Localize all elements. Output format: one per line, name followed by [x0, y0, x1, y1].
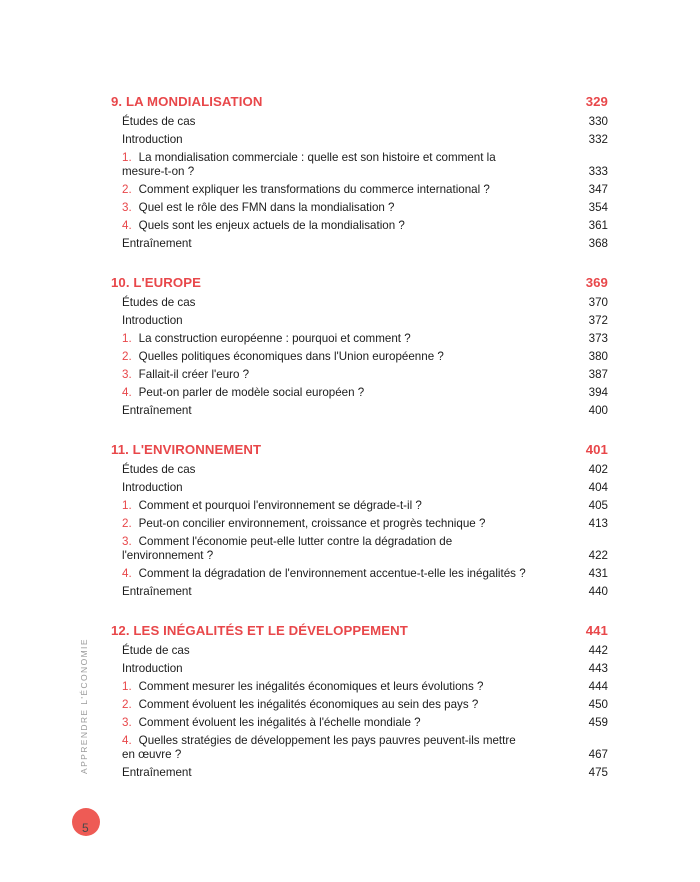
entry-number: 2. — [122, 517, 132, 530]
entry-text: Introduction — [122, 662, 183, 675]
entry-number: 1. — [122, 680, 132, 693]
entry-page: 404 — [588, 481, 608, 494]
page-number: 5 — [82, 821, 89, 835]
entry-text: Peut-on parler de modèle social européen ? — [138, 386, 365, 399]
entry-text: Quelles stratégies de développement les pays pauvres peuvent-ils mettre en œuvre ? — [122, 734, 516, 761]
chapter-title: 10. L'EUROPE — [111, 275, 202, 290]
entry-page: 413 — [588, 517, 608, 530]
toc-entry[interactable] — [111, 585, 608, 599]
entry-text: Comment expliquer les transformations du commerce international ? — [138, 183, 490, 196]
entry-label — [122, 183, 490, 197]
entry-number: 2. — [122, 183, 132, 196]
entry-page: 354 — [588, 201, 608, 214]
chapter-section — [111, 441, 608, 599]
entry-text: Quel est le rôle des FMN dans la mondialisation ? — [138, 201, 395, 214]
entry-text: Études de cas — [122, 463, 196, 476]
entry-text: Introduction — [122, 133, 183, 146]
entry-text: La construction européenne : pourquoi et comment ? — [138, 332, 411, 345]
toc-entry[interactable] — [111, 734, 608, 762]
entry-label — [122, 219, 405, 233]
toc-entry[interactable] — [111, 567, 608, 581]
toc-entry[interactable] — [111, 219, 608, 233]
entry-text: Peut-on concilier environnement, croissance et progrès technique ? — [138, 517, 486, 530]
entry-label — [122, 463, 195, 477]
toc-entry[interactable] — [111, 350, 608, 364]
entry-text: Entraînement — [122, 237, 192, 250]
chapter-page: 441 — [585, 623, 608, 638]
entry-label — [122, 201, 395, 215]
entry-text: Quels sont les enjeux actuels de la mondialisation ? — [138, 219, 405, 232]
entry-page: 333 — [588, 165, 608, 178]
entry-text: La mondialisation commerciale : quelle est son histoire et comment la mesure-t-on ? — [122, 151, 496, 178]
entry-page: 330 — [588, 115, 608, 128]
entry-number: 3. — [122, 535, 132, 548]
entry-label — [122, 237, 192, 251]
toc-entry[interactable] — [111, 296, 608, 310]
toc-entry[interactable] — [111, 368, 608, 382]
chapter-section — [111, 622, 608, 780]
chapter-heading[interactable] — [111, 274, 608, 292]
entry-number: 2. — [122, 698, 132, 711]
entry-text: Comment évoluent les inégalités à l'échelle mondiale ? — [138, 716, 421, 729]
entry-page: 459 — [588, 716, 608, 729]
entry-text: Entraînement — [122, 585, 192, 598]
entry-number: 3. — [122, 201, 132, 214]
entry-label — [122, 115, 195, 129]
entry-label — [122, 133, 183, 147]
entry-text: Études de cas — [122, 296, 196, 309]
entry-page: 440 — [588, 585, 608, 598]
chapter-title: 9. LA MONDIALISATION — [111, 94, 263, 109]
entry-text: Entraînement — [122, 766, 192, 779]
entry-number: 3. — [122, 716, 132, 729]
entry-number: 3. — [122, 368, 132, 381]
entry-number: 4. — [122, 567, 132, 580]
entry-page: 442 — [588, 644, 608, 657]
entry-label — [122, 481, 183, 495]
entry-page: 332 — [588, 133, 608, 146]
entry-text: Comment mesurer les inégalités économiques et leurs évolutions ? — [138, 680, 484, 693]
entry-label — [122, 662, 183, 676]
chapter-title: 12. LES INÉGALITÉS ET LE DÉVELOPPEMENT — [111, 623, 408, 638]
entry-text: Étude de cas — [122, 644, 190, 657]
book-title-vertical: APPRENDRE L'ÉCONOMIE — [79, 638, 89, 774]
toc-entry[interactable] — [111, 535, 608, 563]
entry-text: Quelles politiques économiques dans l'Union européenne ? — [138, 350, 444, 363]
entry-page: 405 — [588, 499, 608, 512]
toc-entry[interactable] — [111, 481, 608, 495]
toc-entry[interactable] — [111, 517, 608, 531]
chapter-title: 11. L'ENVIRONNEMENT — [111, 442, 262, 457]
entry-page: 443 — [588, 662, 608, 675]
entry-label — [122, 716, 421, 730]
chapter-page: 401 — [585, 442, 608, 457]
toc-entry[interactable] — [111, 499, 608, 513]
chapter-heading[interactable] — [111, 622, 608, 640]
toc-entry[interactable] — [111, 662, 608, 676]
entry-text: Introduction — [122, 314, 183, 327]
entry-page: 370 — [588, 296, 608, 309]
entry-text: Comment évoluent les inégalités économiques au sein des pays ? — [138, 698, 479, 711]
toc-entry[interactable] — [111, 404, 608, 418]
entry-text: Fallait-il créer l'euro ? — [138, 368, 250, 381]
entry-label — [122, 680, 483, 694]
toc-entry[interactable] — [111, 133, 608, 147]
toc-entry[interactable] — [111, 463, 608, 477]
toc-entry[interactable] — [111, 151, 608, 179]
entry-label — [122, 151, 527, 179]
entry-number: 4. — [122, 386, 132, 399]
entry-page: 422 — [588, 549, 608, 562]
toc-entry[interactable] — [111, 766, 608, 780]
entry-number: 4. — [122, 734, 132, 747]
chapter-page: 329 — [585, 94, 608, 109]
entry-page: 394 — [588, 386, 608, 399]
entry-label — [122, 350, 444, 364]
toc-entry[interactable] — [111, 183, 608, 197]
entry-page: 347 — [588, 183, 608, 196]
entry-page: 444 — [588, 680, 608, 693]
entry-page: 387 — [588, 368, 608, 381]
entry-label — [122, 698, 478, 712]
entry-label — [122, 296, 195, 310]
entry-page: 361 — [588, 219, 608, 232]
toc-entry[interactable] — [111, 201, 608, 215]
entry-text: Études de cas — [122, 115, 196, 128]
entry-label — [122, 517, 485, 531]
toc-entry[interactable] — [111, 386, 608, 400]
toc-entry[interactable] — [111, 332, 608, 346]
entry-page: 372 — [588, 314, 608, 327]
chapter-section — [111, 93, 608, 251]
entry-label — [122, 499, 422, 513]
entry-label — [122, 314, 183, 328]
entry-page: 400 — [588, 404, 608, 417]
entry-number: 2. — [122, 350, 132, 363]
toc-entry[interactable] — [111, 314, 608, 328]
entry-number: 1. — [122, 499, 132, 512]
chapter-heading[interactable] — [111, 93, 608, 111]
toc-entry[interactable] — [111, 716, 608, 730]
entry-number: 4. — [122, 219, 132, 232]
entry-label — [122, 535, 527, 563]
entry-label — [122, 368, 249, 382]
entry-page: 431 — [588, 567, 608, 580]
entry-page: 467 — [588, 748, 608, 761]
table-of-contents — [111, 93, 608, 803]
toc-entry[interactable] — [111, 237, 608, 251]
chapter-page: 369 — [585, 275, 608, 290]
entry-label — [122, 766, 192, 780]
entry-page: 402 — [588, 463, 608, 476]
toc-entry[interactable] — [111, 698, 608, 712]
entry-number: 1. — [122, 151, 132, 164]
toc-entry[interactable] — [111, 644, 608, 658]
entry-label — [122, 404, 192, 418]
entry-label — [122, 332, 411, 346]
entry-page: 380 — [588, 350, 608, 363]
entry-page: 373 — [588, 332, 608, 345]
entry-page: 368 — [588, 237, 608, 250]
entry-text: Comment l'économie peut-elle lutter contre la dégradation de l'environnement ? — [122, 535, 453, 562]
entry-page: 450 — [588, 698, 608, 711]
entry-number: 1. — [122, 332, 132, 345]
toc-entry[interactable] — [111, 680, 608, 694]
entry-text: Introduction — [122, 481, 183, 494]
entry-label — [122, 644, 190, 658]
entry-page: 475 — [588, 766, 608, 779]
entry-label — [122, 567, 526, 581]
entry-text: Entraînement — [122, 404, 192, 417]
toc-entry[interactable] — [111, 115, 608, 129]
entry-text: Comment la dégradation de l'environnement accentue-t-elle les inégalités ? — [138, 567, 526, 580]
chapter-heading[interactable] — [111, 441, 608, 459]
chapter-section — [111, 274, 608, 418]
entry-label — [122, 386, 364, 400]
entry-label — [122, 585, 192, 599]
entry-text: Comment et pourquoi l'environnement se dégrade-t-il ? — [138, 499, 422, 512]
entry-label — [122, 734, 527, 762]
